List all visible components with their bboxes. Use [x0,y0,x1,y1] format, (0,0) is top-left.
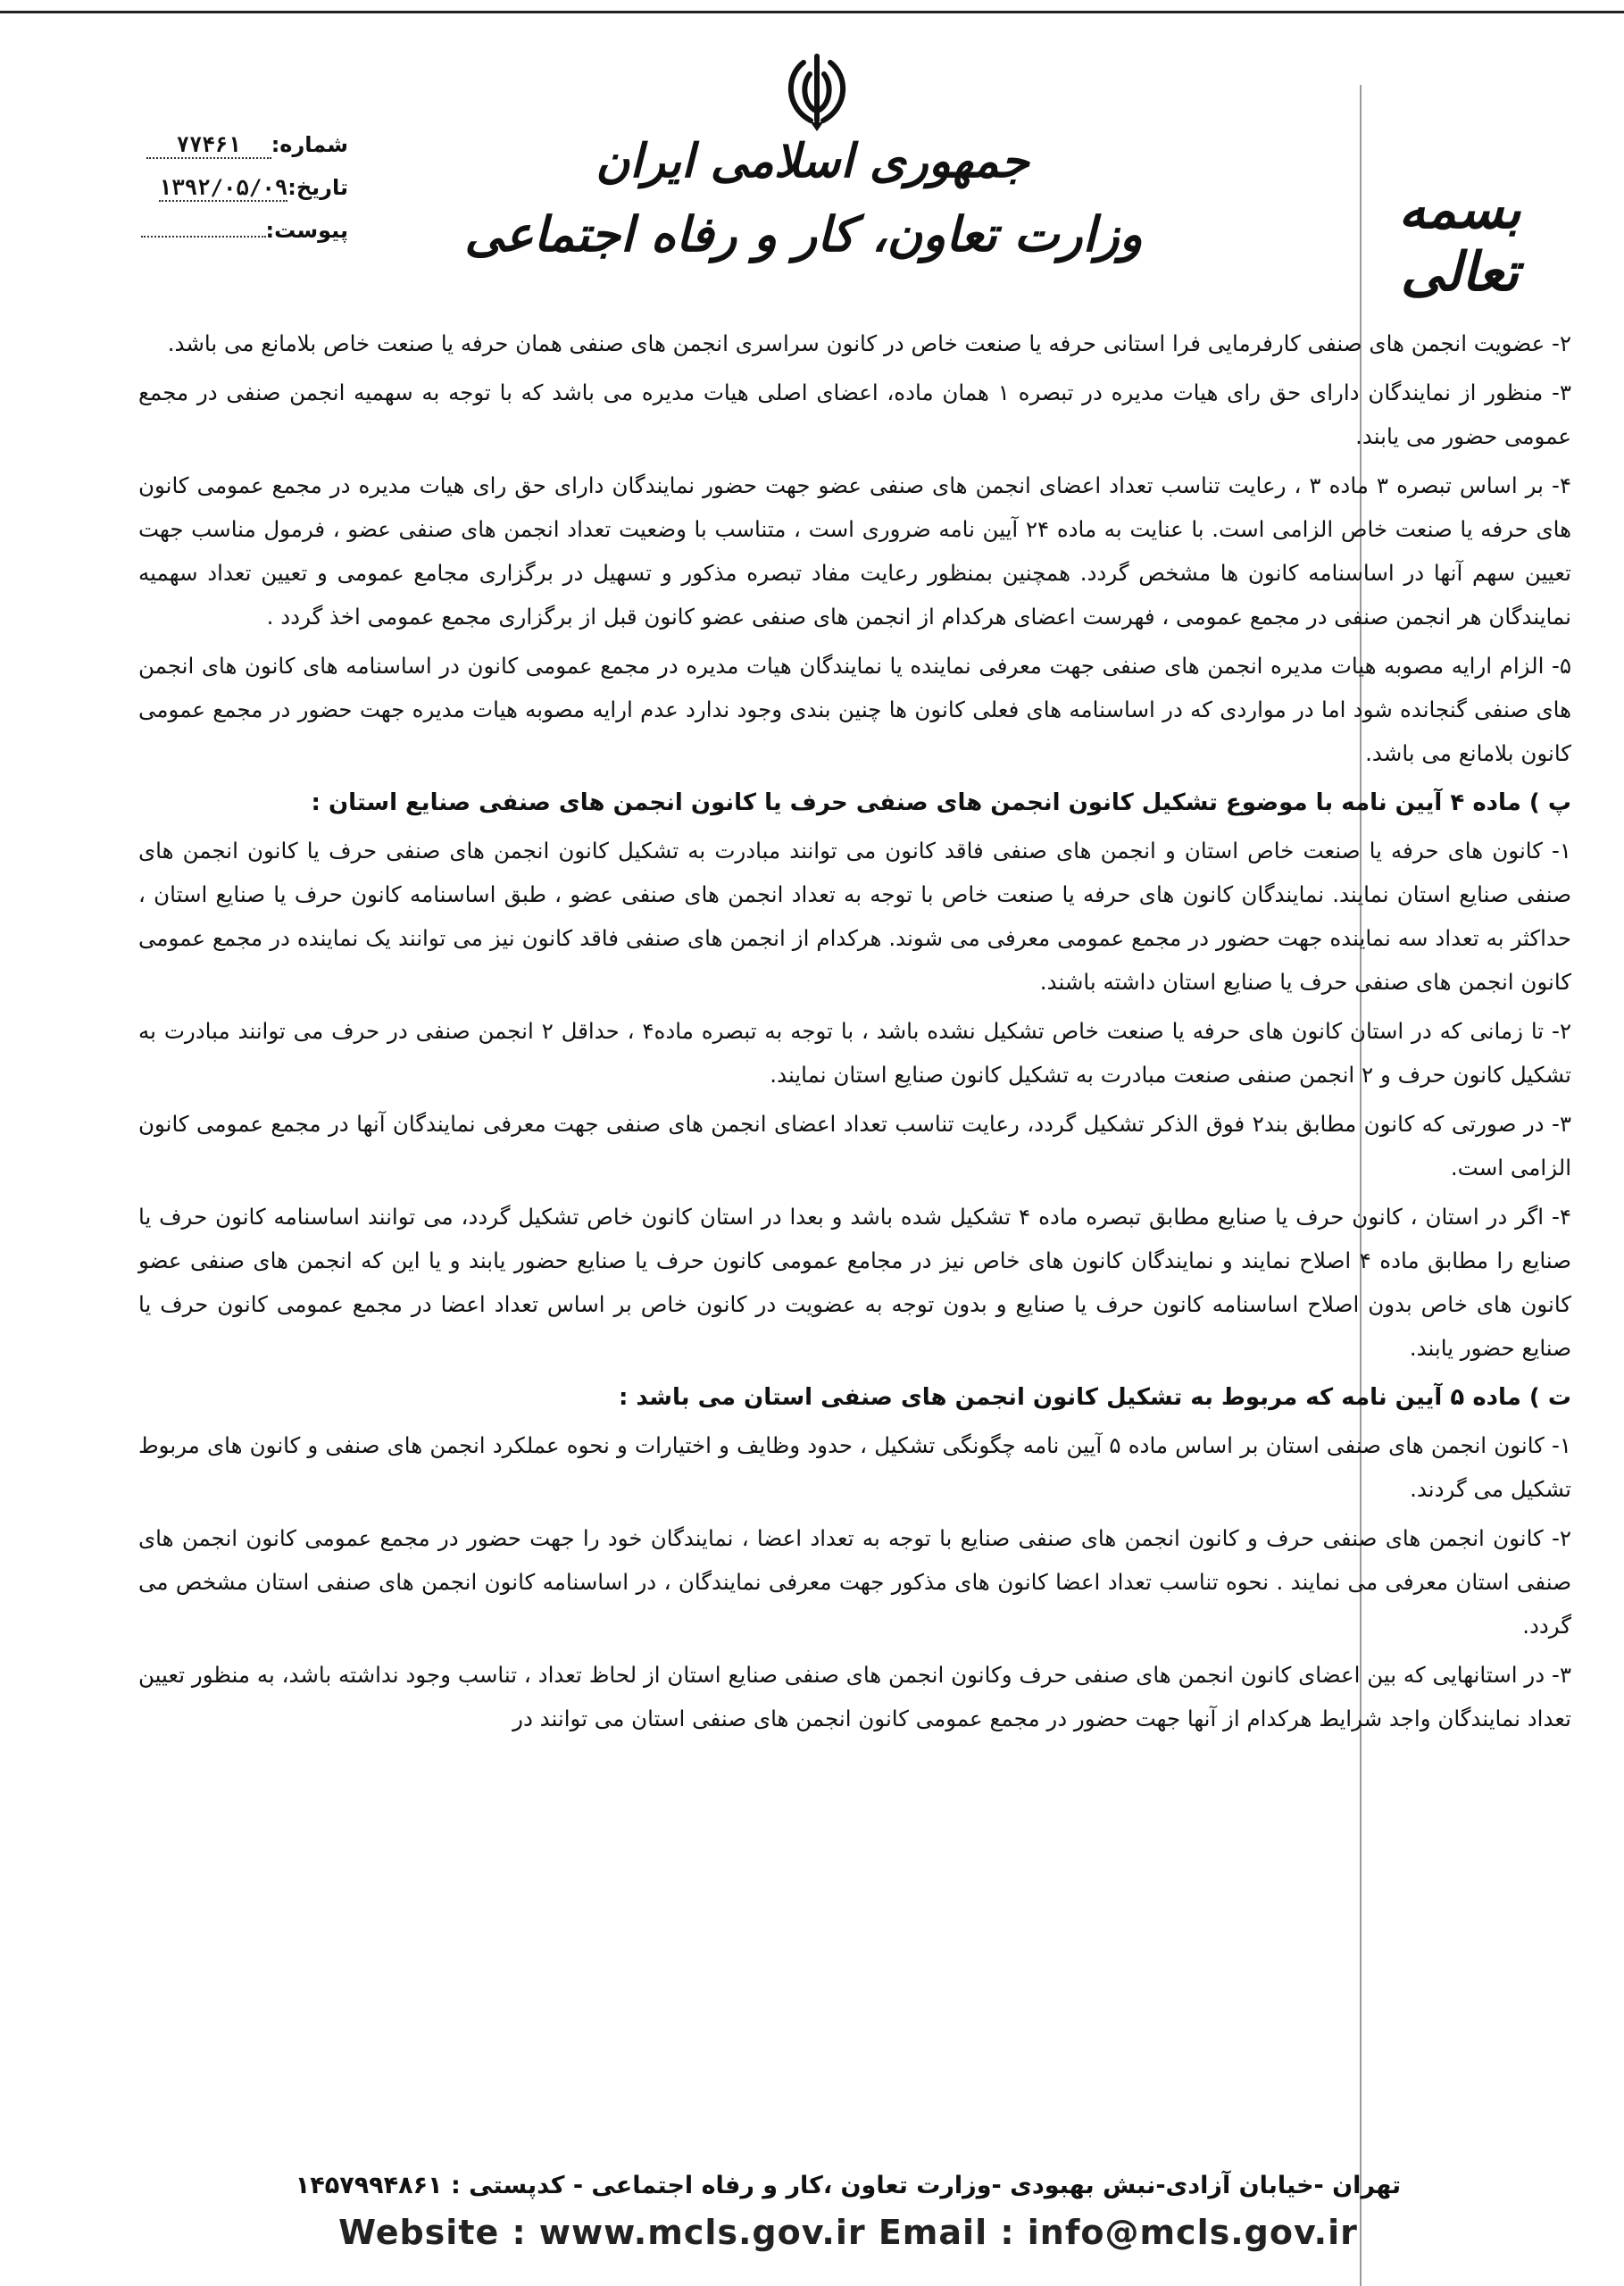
date-value: ۱۳۹۲/۰۵/۰۹ [158,175,288,200]
attachment-label: پیوست: [265,218,348,243]
paragraph: ۳- در استانهایی که بین اعضای کانون انجمن های صنفی حرف وکانون انجمن های صنفی صنایع استان از لحاظ تعداد ، تناسب وجود نداشته باشد، به منظور تعیین تعداد نمایندگان واجد شرایط هرکدام از آنها جهت حضور در مجمع عمومی کانون انجمن های صنفی استان می توانند در [138,1662,1571,1731]
paragraph: ۲- عضویت انجمن های صنفی کارفرمایی فرا استانی حرفه یا صنعت خاص در کانون سراسری انجمن های صنفی همان حرفه یا صنعت خاص بلامانع می باشد. [167,330,1571,356]
paragraph: ۲- تا زمانی که در استان کانون های حرفه یا صنعت خاص تشکیل نشده باشد ، با توجه به تبصره ماده۴ ، حداقل ۲ انجمن صنفی در حرف می توانند مبادرت به تشکیل کانون حرف و ۲ انجمن صنفی صنعت مبادرت به تشکیل کانون صنایع استان نمایند. [138,1018,1571,1088]
paragraph: ۵- الزام ارایه مصوبه هیات مدیره انجمن های صنفی جهت معرفی نماینده یا نمایندگان هیات مدیره در مجمع عمومی کانون در اساسنامه های کانون های انجمن های صنفی گنجانده شود اما در مواردی که در اساسنامه های فعلی کانون ها چنین بندی وجود ندارد عدم ارایه مصوبه هیات مدیره جهت حضور در مجمع عمومی کانون بلامانع می باشد. [138,653,1571,766]
letter-number [98,132,348,159]
paragraph: ۱- کانون های حرفه یا صنعت خاص استان و انجمن های صنفی فاقد کانون می توانند مبادرت به تشکیل کانون انجمن های صنفی حرف یا کانون انجمن های صنفی صنایع استان نمایند. نمایندگان کانون های حرفه یا صنعت خاص با توجه به تعداد انجمن های صنفی عضو ، طبق اساسنامه کانون حرف یا صنایع استان ، حداکثر به تعداد سه نماینده جهت حضور در مجمع عمومی معرفی می شوند. هرکدام از انجمن های صنفی فاقد کانون نیز می توانند یک نماینده در مجمع عمومی کانون انجمن های صنفی حرف یا صنایع استان داشته باشند. [138,838,1571,995]
attachment-value [141,236,266,238]
footer-address: تهران -خیابان آزادی-نبش بهبودی -وزارت تعاون ،کار و رفاه اجتماعی - کدپستی : ۱۴۵۷۹۹۴۸۶۱ [295,2172,1402,2199]
paragraph: ۳- منظور از نمایندگان دارای حق رای هیات مدیره در تبصره ۱ همان ماده، اعضای اصلی هیات مدیره می باشد که با توجه به سهمیه انجمن صنفی در مجمع عمومی حضور می یابند. [138,380,1571,449]
date-label: تاریخ: [287,175,348,200]
iran-emblem-icon [777,49,857,134]
republic-title: جمهوری اسلامی ایران [595,134,1029,188]
section-heading-t: ت ) ماده ۵ آیین نامه که مربوط به تشکیل کانون انجمن های صنفی استان می باشد : [618,1384,1571,1411]
ministry-title: وزارت تعاون، کار و رفاه اجتماعی [464,205,1143,263]
paragraph: ۲- کانون انجمن های صنفی حرف و کانون انجمن های صنفی صنایع با توجه به تعداد اعضا ، نمایندگان خود را جهت حضور در مجمع عمومی کانون انجمن های صنفی استان معرفی می نمایند . نحوه تناسب تعداد اعضا کانون های مذکور جهت معرفی نمایندگان ، در اساسنامه کانون انجمن های صنفی استان مشخص می گردد. [138,1525,1571,1639]
letter-body [138,321,1571,1746]
paragraph: ۱- کانون انجمن های صنفی استان بر اساس ماده ۵ آیین نامه چگونگی تشکیل ، حدود وظایف و اختیارات و نحوه عملکرد انجمن های صنفی و کانون های مربوط تشکیل می گردند. [138,1432,1572,1502]
bismillah-heading: بسمه تعالی [1398,179,1521,304]
paragraph: ۴- اگر در استان ، کانون حرف یا صنایع مطابق تبصره ماده ۴ تشکیل شده باشد و بعدا در استان کانون خاص تشکیل گردد، می توانند اساسنامه کانون حرف یا صنایع را مطابق ماده ۴ اصلاح نمایند و نمایندگان کانون های خاص نیز در مجامع عمومی کانون حرف یا صنایع حضور یابند و یا این که انجمن های صنفی عضو کانون های خاص بدون اصلاح اساسنامه کانون حرف یا صنایع و بدون توجه به عضویت در کانون خاص بر اساس تعداد اعضا در مجمع عمومی کانون حرف یا صنایع حضور یابند. [138,1204,1571,1361]
footer-web: Website : www.mcls.gov.ir Email : info@mcls.gov.ir [338,2213,1358,2252]
letter-attachment [98,218,348,243]
paragraph: ۴- بر اساس تبصره ۳ ماده ۳ ، رعایت تناسب تعداد اعضای انجمن های صنفی عضو جهت حضور نمایندگان دارای حق رای هیات مدیره در مجمع عمومی کانون های حرفه یا صنعت خاص الزامی است. با عنایت به ماده ۲۴ آیین نامه ضروری است ، متناسب با وضعیت تعداد انجمن های صنفی عضو ، فرمول مناسب جهت تعیین سهم آنها در اساسنامه کانون ها مشخص گردد. همچنین بمنظور رعایت مفاد تبصره مذکور و تسهیل در برگزاری مجامع عمومی و تعیین تعداد سهمیه نمایندگان هر انجمن صنفی در مجمع عمومی ، فهرست اعضای هرکدام از انجمن های صنفی عضو کانون قبل از برگزاری مجمع عمومی اخذ گردد . [138,472,1572,630]
number-value: ۷۷۴۶۱ [146,132,271,159]
paragraph: ۳- در صورتی که کانون مطابق بند۲ فوق الذکر تشکیل گردد، رعایت تناسب تعداد اعضای انجمن های صنفی جهت معرفی نمایندگان آنها در مجمع عمومی کانون الزامی است. [138,1111,1571,1181]
section-heading-p: پ ) ماده ۴ آیین نامه با موضوع تشکیل کانون انجمن های صنفی حرف یا کانون انجمن های صنفی صنایع استان : [311,789,1571,816]
number-label: شماره: [271,132,348,157]
letter-date [98,175,348,202]
top-rule [0,11,1624,13]
